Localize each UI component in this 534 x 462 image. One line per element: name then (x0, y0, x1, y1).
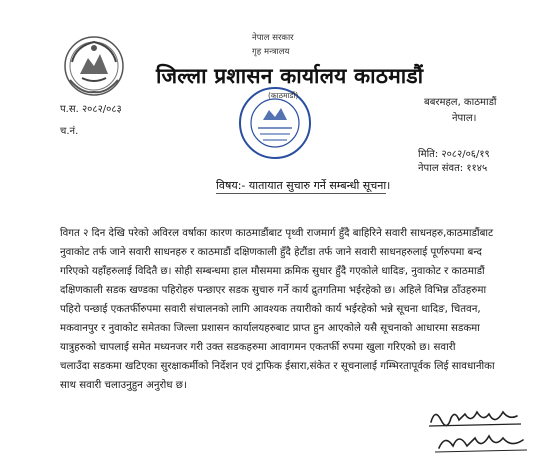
body-line: पहिरो पन्छाई एकतर्फीरुपमा सवारी संचालनको लागि आवश्यक तयारीको कार्य भईरहेको भन्ने सूचना धादिङ, चितवन, (60, 304, 481, 315)
office-address: बबरमहल, काठमाडौं (424, 97, 497, 108)
nepal-samvat-date: नेपाल संवत: ११४५ (418, 163, 488, 174)
body-line: दक्षिणकाली सडक खण्डका पहिरोहरु पन्छाएर सडक सुचारु गर्ने कार्य द्रुतगतिमा भईरहेको छ। अहिले विभिन्न ठाँउहरुमा (60, 285, 487, 296)
dispatch-number: च.नं. (60, 126, 79, 137)
subject-line: विषय:- यातायात सुचारु गर्ने सम्बन्धी सूचना। (216, 179, 391, 192)
body-line: मकवानपुर र नुवाकोट समेतका जिल्ला प्रशासन कार्यालयहरुबाट प्राप्त हुन आएकोले यसै सूचनाको आधारमा सडकमा (60, 323, 480, 334)
body-line: चलाउँदा सडकमा खटिएका सुरक्षाकर्मीको निर्देशन एवं ट्राफिक ईसारा,संकेत र सूचनालाई गम्भिरतापूर्वक लिई सावधानीका (60, 361, 495, 372)
body-line: यात्रुहरुको चापलाई समेत मध्यनजर गरी उक्त सडकहरुमा आवागमन एकतर्फी रुपमा खुला गरिएको छ। सवारी (60, 342, 456, 353)
subject-underline (216, 193, 386, 194)
nepal-emblem-icon (62, 34, 126, 98)
body-line: गरिएको यहाँहरुलाई विदितै छ। सोही सम्बन्धमा हाल मौसममा क्रमिक सुधार हुँदै गएकोले धादिङ, नुवाकोट र काठमाडौं (60, 266, 485, 277)
stamp-note: (काठमाडौं) (268, 91, 299, 100)
body-line: विगत २ दिन देखि परेको अविरल वर्षाका कारण काठमाडौंबाट पृथ्वी राजमार्ग हुँदै बाहिरिने सवारी साधनहरु,काठमाडौंबाट (60, 228, 494, 239)
ref-number: प.स. २०८२/०८३ (60, 104, 122, 115)
gov-line: नेपाल सरकार (252, 33, 294, 43)
body-line: साथ सवारी चलाउनुहुन अनुरोध छ। (60, 380, 187, 391)
office-title: जिल्ला प्रशासन कार्यालय काठमाडौं (156, 64, 424, 88)
body-line: नुवाकोट तर्फ जाने सवारी साधनहरु र काठमाडौं दक्षिणकाली हुँदै हेटौंडा तर्फ जाने सवारी साधनहरुलाई पूर्णरुपमा बन्द (60, 247, 482, 258)
office-country: नेपाल। (452, 113, 477, 124)
signature-icon (425, 402, 533, 460)
issue-date: मिति: २०८२/०६/१९ (418, 149, 490, 160)
ministry-line: गृह मन्त्रालय (252, 47, 290, 57)
